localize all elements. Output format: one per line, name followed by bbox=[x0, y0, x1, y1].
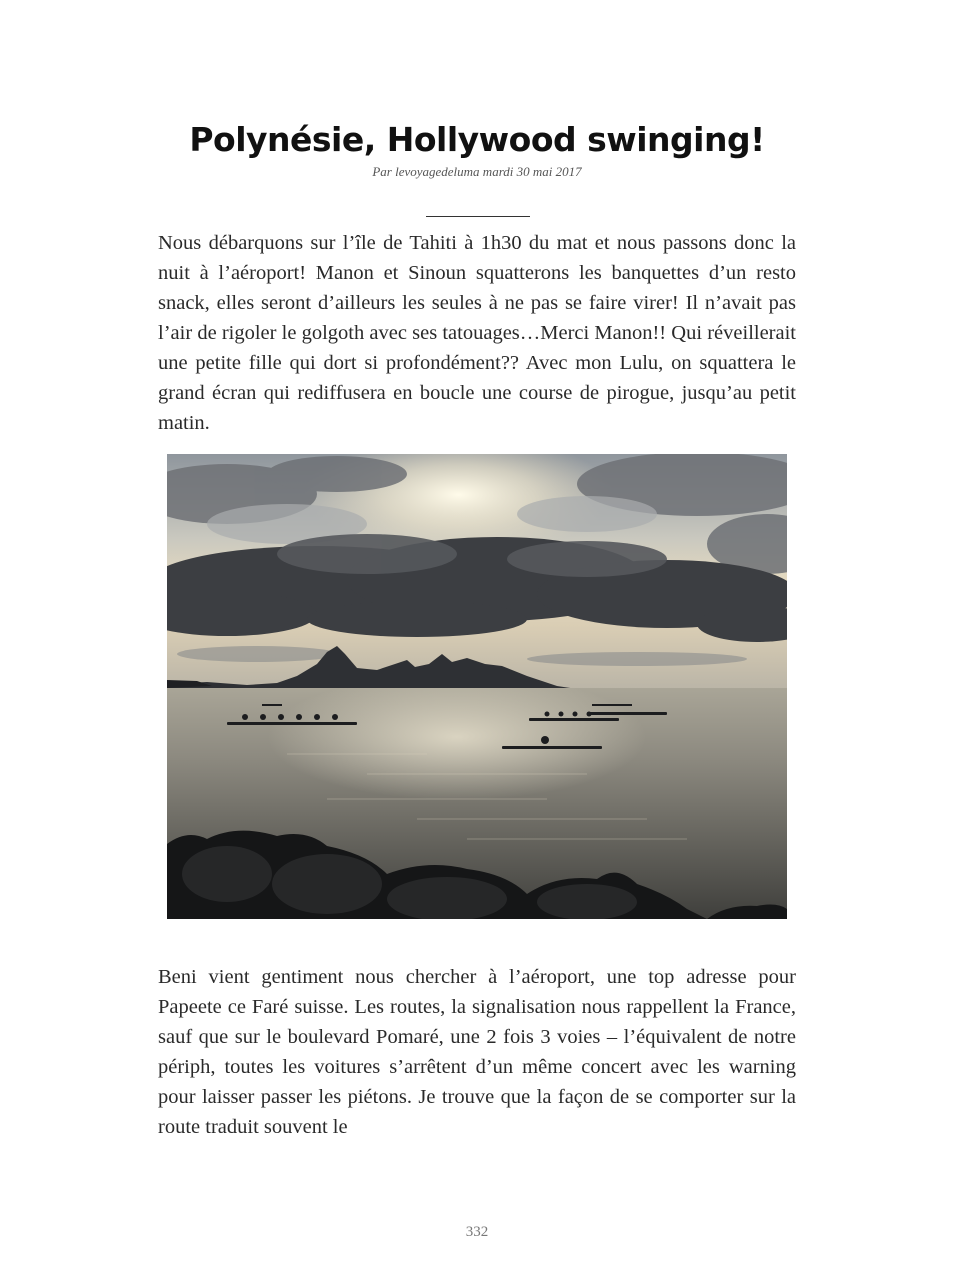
article-byline: Par levoyagedeluma mardi 30 mai 2017 bbox=[372, 164, 582, 179]
article-photo-sunset-lagoon bbox=[167, 454, 787, 919]
article-title: Polynésie, Hollywood swinging! bbox=[189, 120, 765, 159]
article-paragraph-2: Beni vient gentiment nous chercher à l’aéroport, une top adresse pour Papeete ce Faré suisse. Les routes, la signalisation nous rappellent la France, sauf que sur le boulevard Pomaré, une 2 fois 3 voies – l’équivalent de notre périph, toutes les voitures s’arrêtent d’un même concert avec les warning pour laisser passer les piétons. Je trouve que la façon de se comporter sur la route traduit souvent le bbox=[158, 966, 796, 1138]
article-paragraph-1: Nous débarquons sur l’île de Tahiti à 1h30 du mat et nous passons donc la nuit à l’aéroport! Manon et Sinoun squatterons les banquettes d’un resto snack, elles seront d’ailleurs les seules à ne pas se faire virer! Il n’avait pas l’air de rigoler le golgoth avec ses tatouages…Merci Manon!! Qui réveillerait une petite fille qui dort si profondément?? Avec mon Lulu, on squattera le grand écran qui rediffusera en boucle une course de pirogue, jusqu’au petit matin. bbox=[158, 232, 796, 434]
page-number: 332 bbox=[465, 1224, 489, 1240]
title-divider bbox=[426, 216, 530, 217]
